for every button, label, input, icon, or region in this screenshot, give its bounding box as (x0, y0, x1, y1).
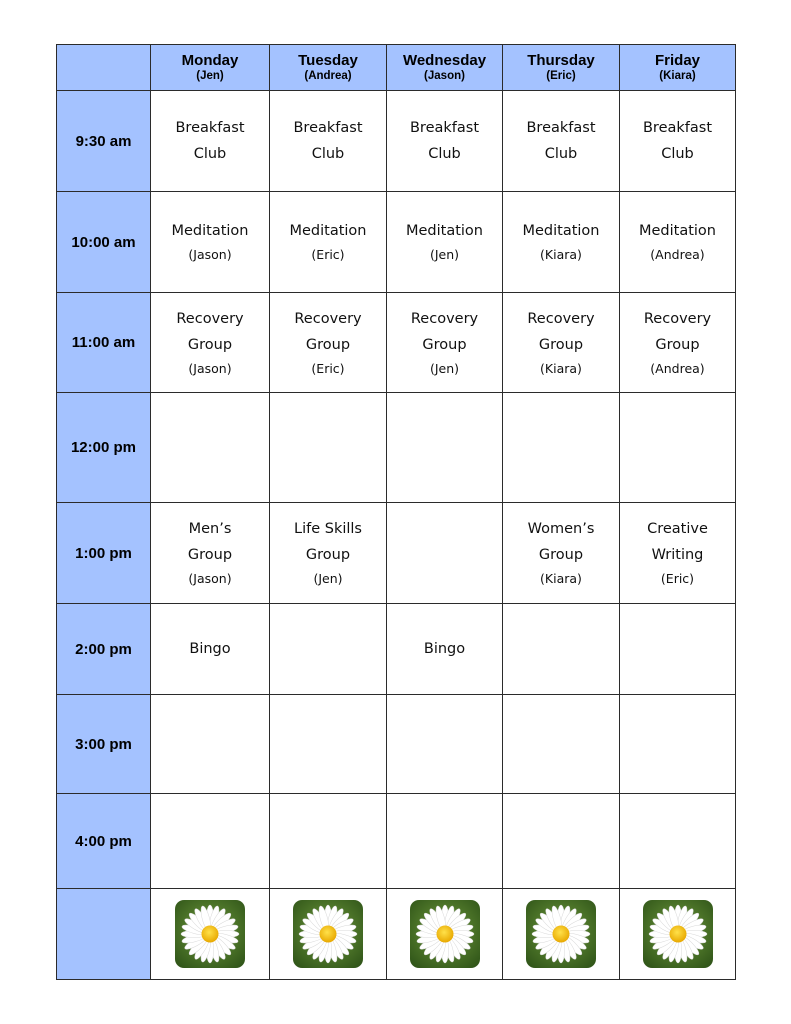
activity-name: Group (187, 336, 233, 353)
activity-cell-thursday (503, 393, 620, 503)
activity-cell-monday (151, 192, 270, 293)
activity-name: Meditation (522, 223, 600, 239)
activity-name: Men’s (188, 521, 232, 537)
day-name: Friday (654, 52, 700, 69)
daisy-flower-icon (175, 900, 245, 968)
activity-cell-friday (620, 192, 736, 293)
slot-row (57, 794, 736, 889)
activity-cell-monday (151, 503, 270, 604)
activity-cell-friday (620, 503, 736, 604)
activity-cell-tuesday (270, 503, 387, 604)
activity-cell-monday (151, 604, 270, 695)
activity-cell-wednesday (387, 794, 503, 889)
footer-corner-cell (57, 889, 151, 980)
activity-name: Club (311, 146, 345, 162)
weekly-schedule-table (56, 44, 736, 980)
activity-cell-tuesday (270, 293, 387, 393)
activity-name: Group (538, 336, 584, 353)
activity-name: Group (187, 547, 233, 563)
activity-name: Meditation (638, 223, 716, 239)
day-name: Wednesday (402, 52, 487, 69)
activity-name: Bingo (423, 641, 466, 657)
activity-leader: (Kiara) (540, 247, 582, 262)
activity-cell-thursday (503, 794, 620, 889)
day-header-thursday (503, 45, 620, 91)
activity-leader: (Jen) (429, 360, 460, 376)
activity-cell-tuesday (270, 695, 387, 794)
activity-name: Breakfast (175, 120, 245, 136)
day-header-monday (151, 45, 270, 91)
activity-leader: (Eric) (311, 247, 345, 262)
activity-name: Group (305, 547, 351, 563)
activity-cell-monday (151, 794, 270, 889)
activity-cell-wednesday (387, 503, 503, 604)
activity-leader: (Kiara) (540, 360, 582, 376)
activity-name: Creative (647, 521, 708, 537)
activity-name: Meditation (405, 223, 483, 239)
activity-cell-friday (620, 695, 736, 794)
activity-cell-wednesday (387, 293, 503, 393)
time-label: 1:00 pm (57, 503, 151, 604)
activity-cell-wednesday (387, 604, 503, 695)
daisy-flower-icon (526, 900, 596, 968)
slot-row (57, 192, 736, 293)
activity-leader: (Jen) (429, 247, 460, 262)
activity-cell-tuesday (270, 604, 387, 695)
day-lead: (Eric) (546, 70, 576, 82)
activity-cell-thursday (503, 604, 620, 695)
day-lead: (Kiara) (659, 70, 696, 82)
footer-cell (620, 889, 736, 980)
time-label: 2:00 pm (57, 604, 151, 695)
activity-name: Writing (651, 547, 704, 563)
activity-cell-wednesday (387, 91, 503, 192)
corner-cell (57, 45, 151, 91)
activity-name: Recovery (176, 310, 244, 327)
slot-row (57, 503, 736, 604)
activity-name: Women’s (527, 521, 595, 537)
footer-cell (270, 889, 387, 980)
slot-row (57, 604, 736, 695)
activity-leader: (Jason) (188, 247, 232, 262)
activity-cell-monday (151, 393, 270, 503)
time-label: 4:00 pm (57, 794, 151, 889)
activity-name: Breakfast (526, 120, 596, 136)
activity-leader: (Jen) (313, 571, 343, 586)
time-label: 11:00 am (57, 293, 151, 393)
activity-cell-monday (151, 91, 270, 192)
slot-row (57, 293, 736, 393)
activity-name: Group (305, 336, 351, 353)
day-header-tuesday (270, 45, 387, 91)
day-name: Tuesday (298, 52, 358, 69)
activity-name: Recovery (527, 310, 595, 327)
activity-name: Club (193, 146, 227, 162)
slot-row (57, 695, 736, 794)
activity-leader: (Andrea) (650, 360, 705, 376)
activity-name: Bingo (189, 641, 231, 657)
activity-cell-friday (620, 604, 736, 695)
slot-row (57, 91, 736, 192)
activity-name: Recovery (294, 310, 362, 327)
activity-name: Breakfast (642, 120, 713, 136)
activity-cell-friday (620, 91, 736, 192)
activity-leader: (Andrea) (650, 247, 705, 262)
daisy-flower-icon (293, 900, 363, 968)
activity-cell-tuesday (270, 192, 387, 293)
header-row (57, 45, 736, 91)
time-label: 10:00 am (57, 192, 151, 293)
activity-leader: (Jason) (188, 571, 232, 586)
footer-cell (151, 889, 270, 980)
activity-cell-friday (620, 794, 736, 889)
activity-cell-thursday (503, 91, 620, 192)
footer-row (57, 889, 736, 980)
activity-cell-wednesday (387, 695, 503, 794)
activity-cell-friday (620, 393, 736, 503)
footer-cell (387, 889, 503, 980)
activity-name: Group (422, 336, 467, 353)
time-label: 12:00 pm (57, 393, 151, 503)
activity-cell-friday (620, 293, 736, 393)
activity-name: Recovery (410, 310, 479, 327)
activity-cell-monday (151, 293, 270, 393)
activity-name: Club (544, 146, 578, 162)
footer-cell (503, 889, 620, 980)
activity-name: Meditation (171, 223, 249, 239)
time-label: 3:00 pm (57, 695, 151, 794)
activity-name: Club (428, 146, 461, 162)
daisy-flower-icon (643, 900, 713, 968)
activity-cell-thursday (503, 293, 620, 393)
day-lead: (Jason) (424, 70, 465, 82)
activity-name: Group (655, 336, 700, 353)
activity-cell-thursday (503, 695, 620, 794)
activity-cell-monday (151, 695, 270, 794)
activity-cell-tuesday (270, 91, 387, 192)
activity-cell-wednesday (387, 192, 503, 293)
day-lead: (Andrea) (304, 70, 352, 82)
activity-name: Group (538, 547, 584, 563)
activity-name: Breakfast (293, 120, 363, 136)
activity-leader: (Kiara) (540, 571, 582, 586)
time-label: 9:30 am (57, 91, 151, 192)
activity-cell-thursday (503, 503, 620, 604)
day-name: Monday (181, 52, 239, 69)
day-name: Thursday (527, 52, 595, 69)
activity-leader: (Jason) (188, 360, 232, 376)
activity-name: Breakfast (409, 120, 480, 136)
activity-name: Club (661, 146, 694, 162)
activity-cell-tuesday (270, 393, 387, 503)
activity-cell-thursday (503, 192, 620, 293)
day-lead: (Jen) (196, 70, 224, 82)
activity-name: Recovery (643, 310, 712, 327)
day-header-wednesday (387, 45, 503, 91)
activity-leader: (Eric) (311, 360, 345, 376)
activity-name: Life Skills (294, 521, 362, 537)
day-header-friday (620, 45, 736, 91)
activity-cell-tuesday (270, 794, 387, 889)
daisy-flower-icon (410, 900, 480, 968)
activity-cell-wednesday (387, 393, 503, 503)
activity-leader: (Eric) (660, 571, 695, 586)
activity-name: Meditation (289, 223, 367, 239)
slot-row (57, 393, 736, 503)
